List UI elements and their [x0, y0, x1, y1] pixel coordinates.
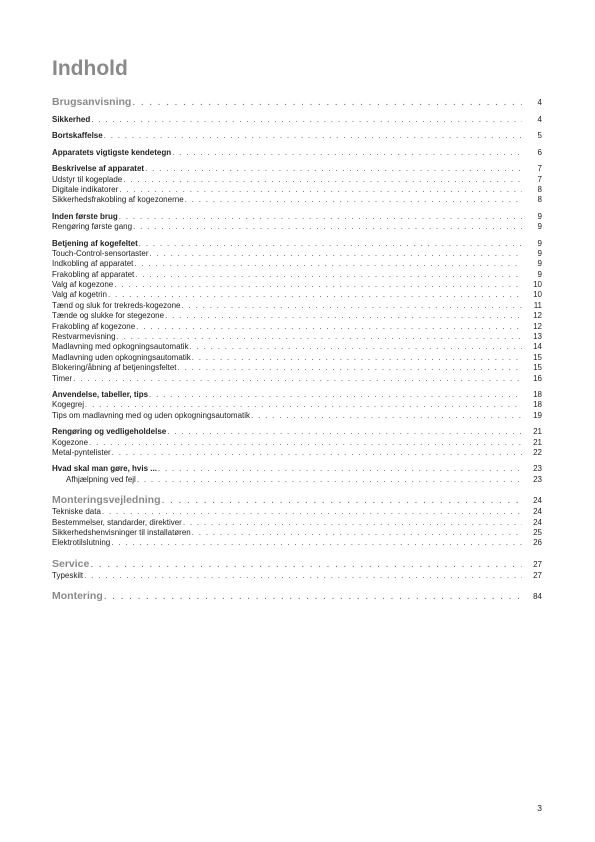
toc-entry-page: 6 — [537, 147, 542, 157]
toc-entry[interactable] — [52, 311, 542, 321]
toc-entry-page: 4 — [537, 98, 542, 107]
toc-entry-title: Elektrotilslutning — [52, 538, 111, 548]
toc-dot-leader — [149, 390, 522, 400]
toc-entry[interactable] — [52, 494, 542, 507]
toc-entry-page: 26 — [533, 538, 542, 548]
toc-entry-title: Afhjælpning ved fejl — [66, 474, 136, 484]
toc-entry[interactable] — [52, 438, 542, 448]
toc-dot-leader — [149, 249, 522, 259]
toc-dot-leader — [190, 342, 522, 352]
toc-dot-leader — [111, 538, 522, 548]
toc-entry-page: 13 — [533, 332, 542, 342]
toc-entry-title: Betjening af kogefeltet — [52, 238, 138, 248]
toc-entry-title: Tænde og slukke for stegezone — [52, 311, 165, 321]
page-title: Indhold — [52, 57, 128, 80]
toc-entry-title: Frakobling af kogezone — [52, 321, 136, 331]
toc-dot-leader — [102, 507, 522, 517]
toc-entry[interactable] — [52, 590, 542, 603]
table-of-contents — [52, 96, 542, 603]
toc-entry[interactable] — [52, 280, 542, 290]
toc-entry-title: Typeskilt — [52, 570, 84, 580]
toc-entry[interactable] — [52, 507, 542, 517]
toc-entry-title: Valg af kogetrin — [52, 290, 107, 300]
toc-entry-page: 11 — [533, 300, 542, 310]
toc-entry-title: Rengøring og vedligeholdelse — [52, 427, 167, 437]
toc-dot-leader — [108, 290, 522, 300]
toc-dot-leader — [123, 175, 522, 185]
toc-entry[interactable] — [52, 374, 542, 384]
toc-entry[interactable] — [52, 448, 542, 458]
toc-entry[interactable] — [52, 558, 542, 571]
toc-dot-leader — [91, 115, 522, 125]
toc-entry-title: Tænd og sluk for trekreds-kogezone — [52, 300, 181, 310]
toc-entry-page: 21 — [533, 427, 542, 437]
toc-entry-title: Anvendelse, tabeller, tips — [52, 389, 149, 399]
toc-entry-title: Frakobling af apparatet — [52, 269, 135, 279]
toc-entry[interactable] — [52, 411, 542, 421]
toc-entry[interactable] — [52, 475, 542, 485]
toc-entry-title: Kogegrej — [52, 400, 85, 410]
toc-dot-leader — [192, 353, 522, 363]
toc-entry[interactable] — [52, 301, 542, 311]
toc-entry-page: 24 — [533, 517, 542, 527]
toc-entry-page: 9 — [537, 259, 542, 269]
toc-dot-leader — [251, 411, 522, 421]
toc-entry-title: Udstyr til kogeplade — [52, 174, 123, 184]
toc-dot-leader — [158, 464, 522, 474]
toc-entry-page: 84 — [533, 592, 542, 602]
toc-entry-title: Montering — [52, 590, 103, 603]
toc-entry-page: 7 — [537, 174, 542, 184]
toc-entry-page: 15 — [533, 363, 542, 373]
toc-dot-leader — [145, 164, 522, 174]
toc-dot-leader — [134, 259, 522, 269]
toc-dot-leader — [185, 195, 522, 205]
toc-entry-title: Digitale indikatorer — [52, 184, 119, 194]
toc-entry-title: Service — [52, 557, 90, 570]
toc-entry[interactable] — [52, 249, 542, 259]
toc-entry-title: Madlavning med opkogningsautomatik — [52, 342, 189, 352]
toc-entry-page: 16 — [533, 373, 542, 383]
toc-entry-page: 19 — [533, 410, 542, 420]
toc-entry[interactable] — [52, 571, 542, 581]
toc-entry[interactable] — [52, 427, 542, 437]
toc-entry-page: 12 — [533, 311, 542, 321]
toc-entry-title: Touch-Control-sensortaster — [52, 248, 149, 258]
toc-entry-page: 25 — [533, 527, 542, 537]
toc-entry-page: 9 — [537, 222, 542, 232]
toc-entry-page: 10 — [533, 290, 542, 300]
toc-entry-title: Inden første brug — [52, 211, 118, 221]
toc-entry-title: Tekniske data — [52, 507, 101, 517]
toc-entry[interactable] — [52, 175, 542, 185]
toc-entry-title: Bestemmelser, standarder, direktiver — [52, 517, 182, 527]
toc-entry[interactable] — [52, 538, 542, 548]
toc-entry-page: 12 — [533, 321, 542, 331]
toc-entry[interactable] — [52, 148, 542, 158]
toc-entry-page: 9 — [537, 211, 542, 221]
toc-entry-title: Rengøring første gang — [52, 222, 133, 232]
toc-entry-page: 22 — [533, 447, 542, 457]
toc-entry-page: 18 — [533, 389, 542, 399]
toc-entry-page: 27 — [533, 559, 542, 569]
toc-entry-page: 23 — [533, 474, 542, 484]
toc-entry[interactable] — [52, 131, 542, 141]
toc-dot-leader — [104, 590, 522, 603]
toc-entry-title: Restvarmevisning — [52, 332, 116, 342]
toc-entry[interactable] — [52, 332, 542, 342]
toc-entry-page: 5 — [537, 131, 542, 141]
toc-entry-title: Sikkerhedshenvisninger til installatøren — [52, 527, 191, 537]
toc-entry[interactable] — [52, 222, 542, 232]
toc-entry[interactable] — [52, 528, 542, 538]
toc-dot-leader — [135, 270, 522, 280]
toc-dot-leader — [192, 528, 522, 538]
toc-dot-leader — [90, 558, 522, 571]
toc-dot-leader — [178, 363, 522, 373]
toc-entry-title: Valg af kogezone — [52, 280, 114, 290]
toc-entry[interactable] — [52, 96, 542, 109]
toc-entry-title: Beskrivelse af apparatet — [52, 164, 145, 174]
toc-entry-title: Metal-pyntelister — [52, 447, 111, 457]
toc-entry[interactable] — [52, 239, 542, 249]
toc-dot-leader — [114, 280, 522, 290]
toc-dot-leader — [84, 571, 522, 581]
toc-entry-page: 9 — [537, 248, 542, 258]
toc-entry[interactable] — [52, 270, 542, 280]
toc-entry-title: Apparatets vigtigste kendetegn — [52, 147, 172, 157]
toc-entry-page: 4 — [537, 115, 542, 124]
toc-entry[interactable] — [52, 212, 542, 222]
toc-entry-title: Monteringsvejledning — [52, 494, 161, 507]
toc-entry-page: 24 — [533, 507, 542, 517]
toc-entry-title: Sikkerhed — [52, 115, 91, 124]
toc-entry[interactable] — [52, 342, 542, 352]
toc-entry-page: 27 — [533, 570, 542, 580]
toc-entry-title: Brugsanvisning — [52, 96, 132, 108]
toc-entry-title: Indkobling af apparatet — [52, 259, 134, 269]
toc-dot-leader — [182, 301, 522, 311]
toc-entry-page: 9 — [537, 238, 542, 248]
toc-entry-title: Madlavning uden opkogningsautomatik — [52, 352, 191, 362]
toc-entry-title: Kogezone — [52, 437, 89, 447]
toc-dot-leader — [162, 494, 522, 507]
toc-dot-leader — [136, 322, 522, 332]
toc-dot-leader — [132, 96, 522, 109]
toc-entry-title: Hvad skal man gøre, hvis ... — [52, 464, 157, 474]
toc-entry[interactable] — [52, 195, 542, 205]
toc-entry-page: 15 — [533, 352, 542, 362]
toc-entry-page: 24 — [533, 496, 542, 506]
toc-entry[interactable] — [52, 464, 542, 474]
toc-entry[interactable] — [52, 185, 542, 195]
toc-dot-leader — [133, 222, 522, 232]
toc-dot-leader — [85, 400, 522, 410]
toc-entry[interactable] — [52, 518, 542, 528]
toc-dot-leader — [73, 374, 522, 384]
toc-entry-title: Tips om madlavning med og uden opkogningsautomatik — [52, 410, 251, 420]
toc-entry[interactable] — [52, 259, 542, 269]
toc-dot-leader — [172, 148, 522, 158]
toc-entry-title: Sikkerhedsfrakobling af kogezonerne — [52, 195, 184, 205]
toc-entry-page: 10 — [533, 280, 542, 290]
toc-dot-leader — [119, 185, 522, 195]
toc-dot-leader — [183, 518, 522, 528]
toc-entry[interactable] — [52, 115, 542, 125]
toc-entry-page: 14 — [533, 342, 542, 352]
toc-dot-leader — [139, 239, 522, 249]
toc-entry-title: Timer — [52, 373, 73, 383]
toc-entry-page: 9 — [537, 269, 542, 279]
toc-entry-page: 8 — [537, 184, 542, 194]
toc-entry[interactable] — [52, 400, 542, 410]
toc-entry[interactable] — [52, 390, 542, 400]
toc-entry[interactable] — [52, 164, 542, 174]
toc-entry[interactable] — [52, 353, 542, 363]
toc-dot-leader — [89, 438, 522, 448]
toc-entry[interactable] — [52, 322, 542, 332]
toc-entry-page: 8 — [537, 195, 542, 205]
toc-entry-page: 18 — [533, 400, 542, 410]
toc-dot-leader — [112, 448, 522, 458]
toc-dot-leader — [119, 212, 522, 222]
toc-entry-title: Bortskaffelse — [52, 131, 103, 141]
page-number: 3 — [537, 803, 542, 813]
toc-dot-leader — [167, 427, 522, 437]
toc-dot-leader — [104, 131, 522, 141]
toc-entry-title: Blokering/åbning af betjeningsfeltet — [52, 363, 177, 373]
toc-entry[interactable] — [52, 290, 542, 300]
toc-entry-page: 7 — [537, 164, 542, 174]
toc-entry-page: 23 — [533, 464, 542, 474]
toc-entry-page: 21 — [533, 437, 542, 447]
toc-entry[interactable] — [52, 363, 542, 373]
toc-dot-leader — [137, 475, 522, 485]
toc-dot-leader — [117, 332, 522, 342]
toc-dot-leader — [165, 311, 522, 321]
